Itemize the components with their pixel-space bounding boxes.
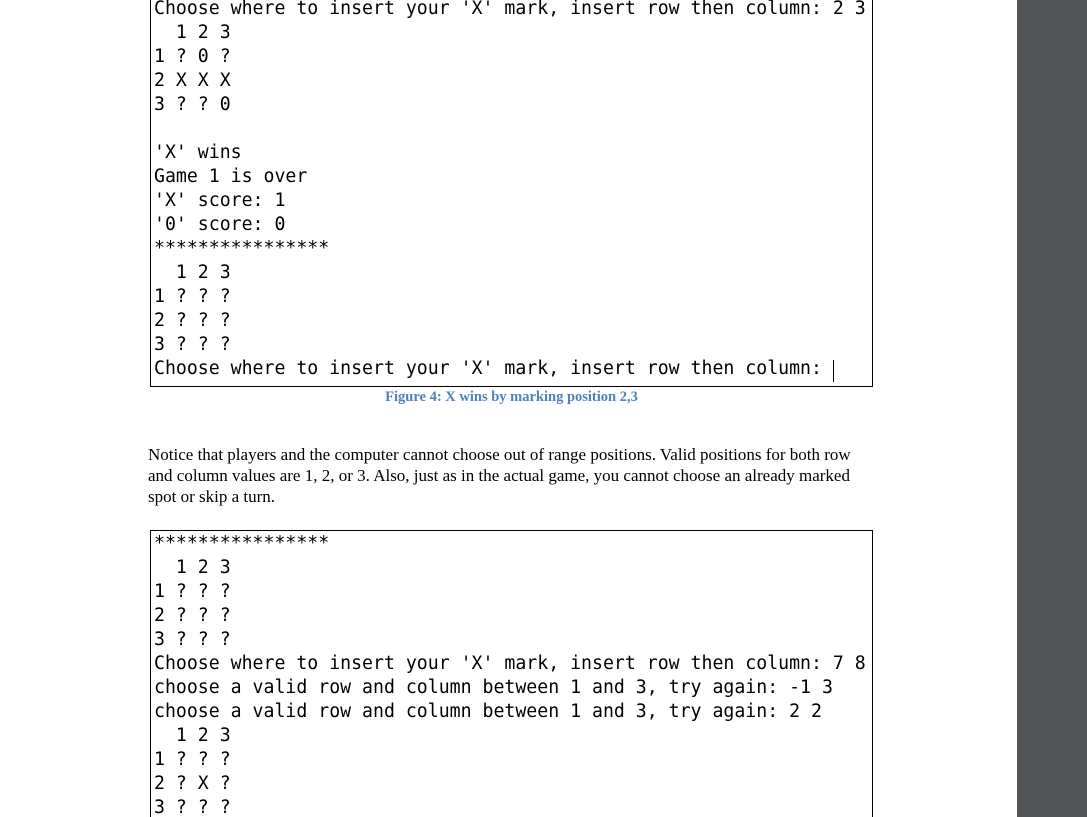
text-cursor [833, 360, 834, 382]
terminal-prompt-line: Choose where to insert your 'X' mark, insert row then column: [154, 358, 833, 379]
terminal-line: 1 ? 0 ? [154, 46, 231, 67]
terminal-output-top [150, 0, 873, 387]
viewer-background-gutter [1017, 0, 1087, 817]
terminal-line: 3 ? ? ? [154, 334, 231, 355]
terminal-line: 2 ? X ? [154, 773, 231, 794]
terminal-line: '0' score: 0 [154, 214, 286, 235]
terminal-line: 1 2 3 [154, 725, 231, 746]
terminal-line: Game 1 is over [154, 166, 308, 187]
terminal-line: 2 ? ? ? [154, 310, 231, 331]
terminal-line: **************** [154, 238, 330, 259]
terminal-line: 'X' wins [154, 142, 242, 163]
terminal-output-bottom [150, 530, 873, 817]
terminal-line: 2 X X X [154, 70, 231, 91]
terminal-line: choose a valid row and column between 1 and 3, try again: -1 3 [154, 677, 833, 698]
terminal-line: 1 ? ? ? [154, 581, 231, 602]
terminal-line: 3 ? ? ? [154, 797, 231, 817]
terminal-line: 1 2 3 [154, 22, 231, 43]
terminal-line: Choose where to insert your 'X' mark, insert row then column: 2 3 [154, 0, 866, 19]
terminal-line: choose a valid row and column between 1 and 3, try again: 2 2 [154, 701, 822, 722]
terminal-line: 3 ? ? ? [154, 629, 231, 650]
body-paragraph: Notice that players and the computer cannot choose out of range positions. Valid positions for both row and column values are 1, 2, or 3. Also, just as in the actual game, you cannot choose an already marked spot or skip a turn. [148, 445, 851, 506]
terminal-line: 'X' score: 1 [154, 190, 286, 211]
terminal-line: **************** [154, 533, 330, 554]
figure-caption: Figure 4: X wins by marking position 2,3 [385, 389, 638, 405]
terminal-line: 1 ? ? ? [154, 286, 231, 307]
terminal-line: 3 ? ? 0 [154, 94, 231, 115]
terminal-line: Choose where to insert your 'X' mark, insert row then column: 7 8 [154, 653, 866, 674]
terminal-line: 1 2 3 [154, 262, 231, 283]
terminal-line: 1 ? ? ? [154, 749, 231, 770]
terminal-line: 1 2 3 [154, 557, 231, 578]
terminal-line: 2 ? ? ? [154, 605, 231, 626]
